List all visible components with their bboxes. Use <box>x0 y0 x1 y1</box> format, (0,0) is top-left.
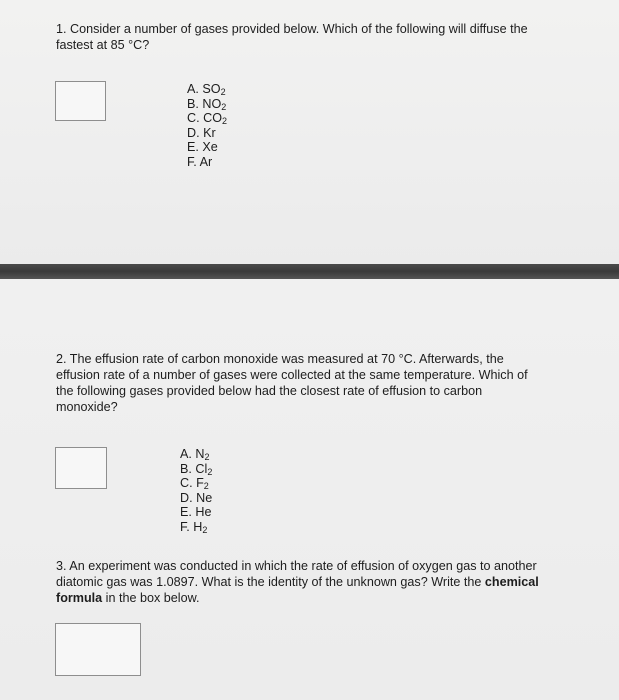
option-subscript: 2 <box>203 481 209 491</box>
option-formula: SO <box>202 82 221 96</box>
q1-option-f <box>187 155 227 170</box>
q2-option-c <box>180 476 212 491</box>
option-letter: B. <box>180 461 196 476</box>
option-letter: F. <box>180 519 194 534</box>
option-letter: A. <box>180 447 196 461</box>
option-subscript: 2 <box>202 524 208 535</box>
question-3-text-after: in the box below. <box>102 591 200 605</box>
section-divider <box>0 264 619 279</box>
option-subscript: 2 <box>220 87 226 97</box>
option-letter: D. <box>187 125 204 140</box>
option-formula: NO <box>202 96 222 111</box>
option-subscript: 2 <box>221 116 227 126</box>
option-formula: He <box>195 505 212 519</box>
option-formula: Cl <box>195 461 208 476</box>
question-3-answer-box[interactable] <box>55 623 141 676</box>
option-letter: C. <box>180 476 197 490</box>
option-formula: Ar <box>199 154 213 169</box>
q1-option-d <box>187 126 227 141</box>
option-subscript: 2 <box>207 466 213 477</box>
option-letter: A. <box>187 82 203 96</box>
option-letter: E. <box>180 505 196 519</box>
question-2-answer-box[interactable] <box>55 447 107 489</box>
option-formula: CO <box>203 111 222 125</box>
option-letter: D. <box>180 490 197 505</box>
question-3-text-before: 3. An experiment was conducted in which the rate of effusion of oxygen gas to another diatomic gas was 1.0897. What is the identity of the unknown gas? Write the <box>56 559 537 589</box>
q2-option-e <box>180 505 212 520</box>
q2-option-a <box>180 447 212 462</box>
option-letter: B. <box>187 96 203 111</box>
option-formula: Ne <box>196 490 213 505</box>
option-letter: E. <box>187 140 203 154</box>
option-letter: F. <box>187 154 200 169</box>
question-1-text: 1. Consider a number of gases provided below. Which of the following will diffuse the fastest at 85 °C? <box>56 22 528 52</box>
q2-option-b <box>180 462 212 477</box>
option-subscript: 2 <box>221 101 227 112</box>
option-subscript: 2 <box>204 452 210 462</box>
question-1-answer-box[interactable] <box>55 81 106 121</box>
question-2-text: 2. The effusion rate of carbon monoxide was measured at 70 °C. Afterwards, the effusion rate of a number of gases were collected at the same temperature. Which of the following gases provided below had the closest rate of effusion to carbon monoxide? <box>56 352 528 414</box>
q2-option-f <box>180 520 212 535</box>
option-letter: C. <box>187 111 204 125</box>
q2-option-d <box>180 491 212 506</box>
q1-option-b <box>187 97 227 112</box>
q1-option-a <box>187 82 227 97</box>
question-3-text-bold: chemical formula <box>56 575 539 605</box>
q1-option-e <box>187 140 227 155</box>
question-2-options <box>180 447 212 534</box>
option-formula: Xe <box>202 140 218 154</box>
option-formula: N <box>195 447 205 461</box>
option-formula: Kr <box>203 125 216 140</box>
option-formula: F <box>196 476 204 490</box>
question-3-text <box>56 558 556 606</box>
q1-option-c <box>187 111 227 126</box>
option-formula: H <box>193 519 203 534</box>
question-1-options <box>187 82 227 169</box>
